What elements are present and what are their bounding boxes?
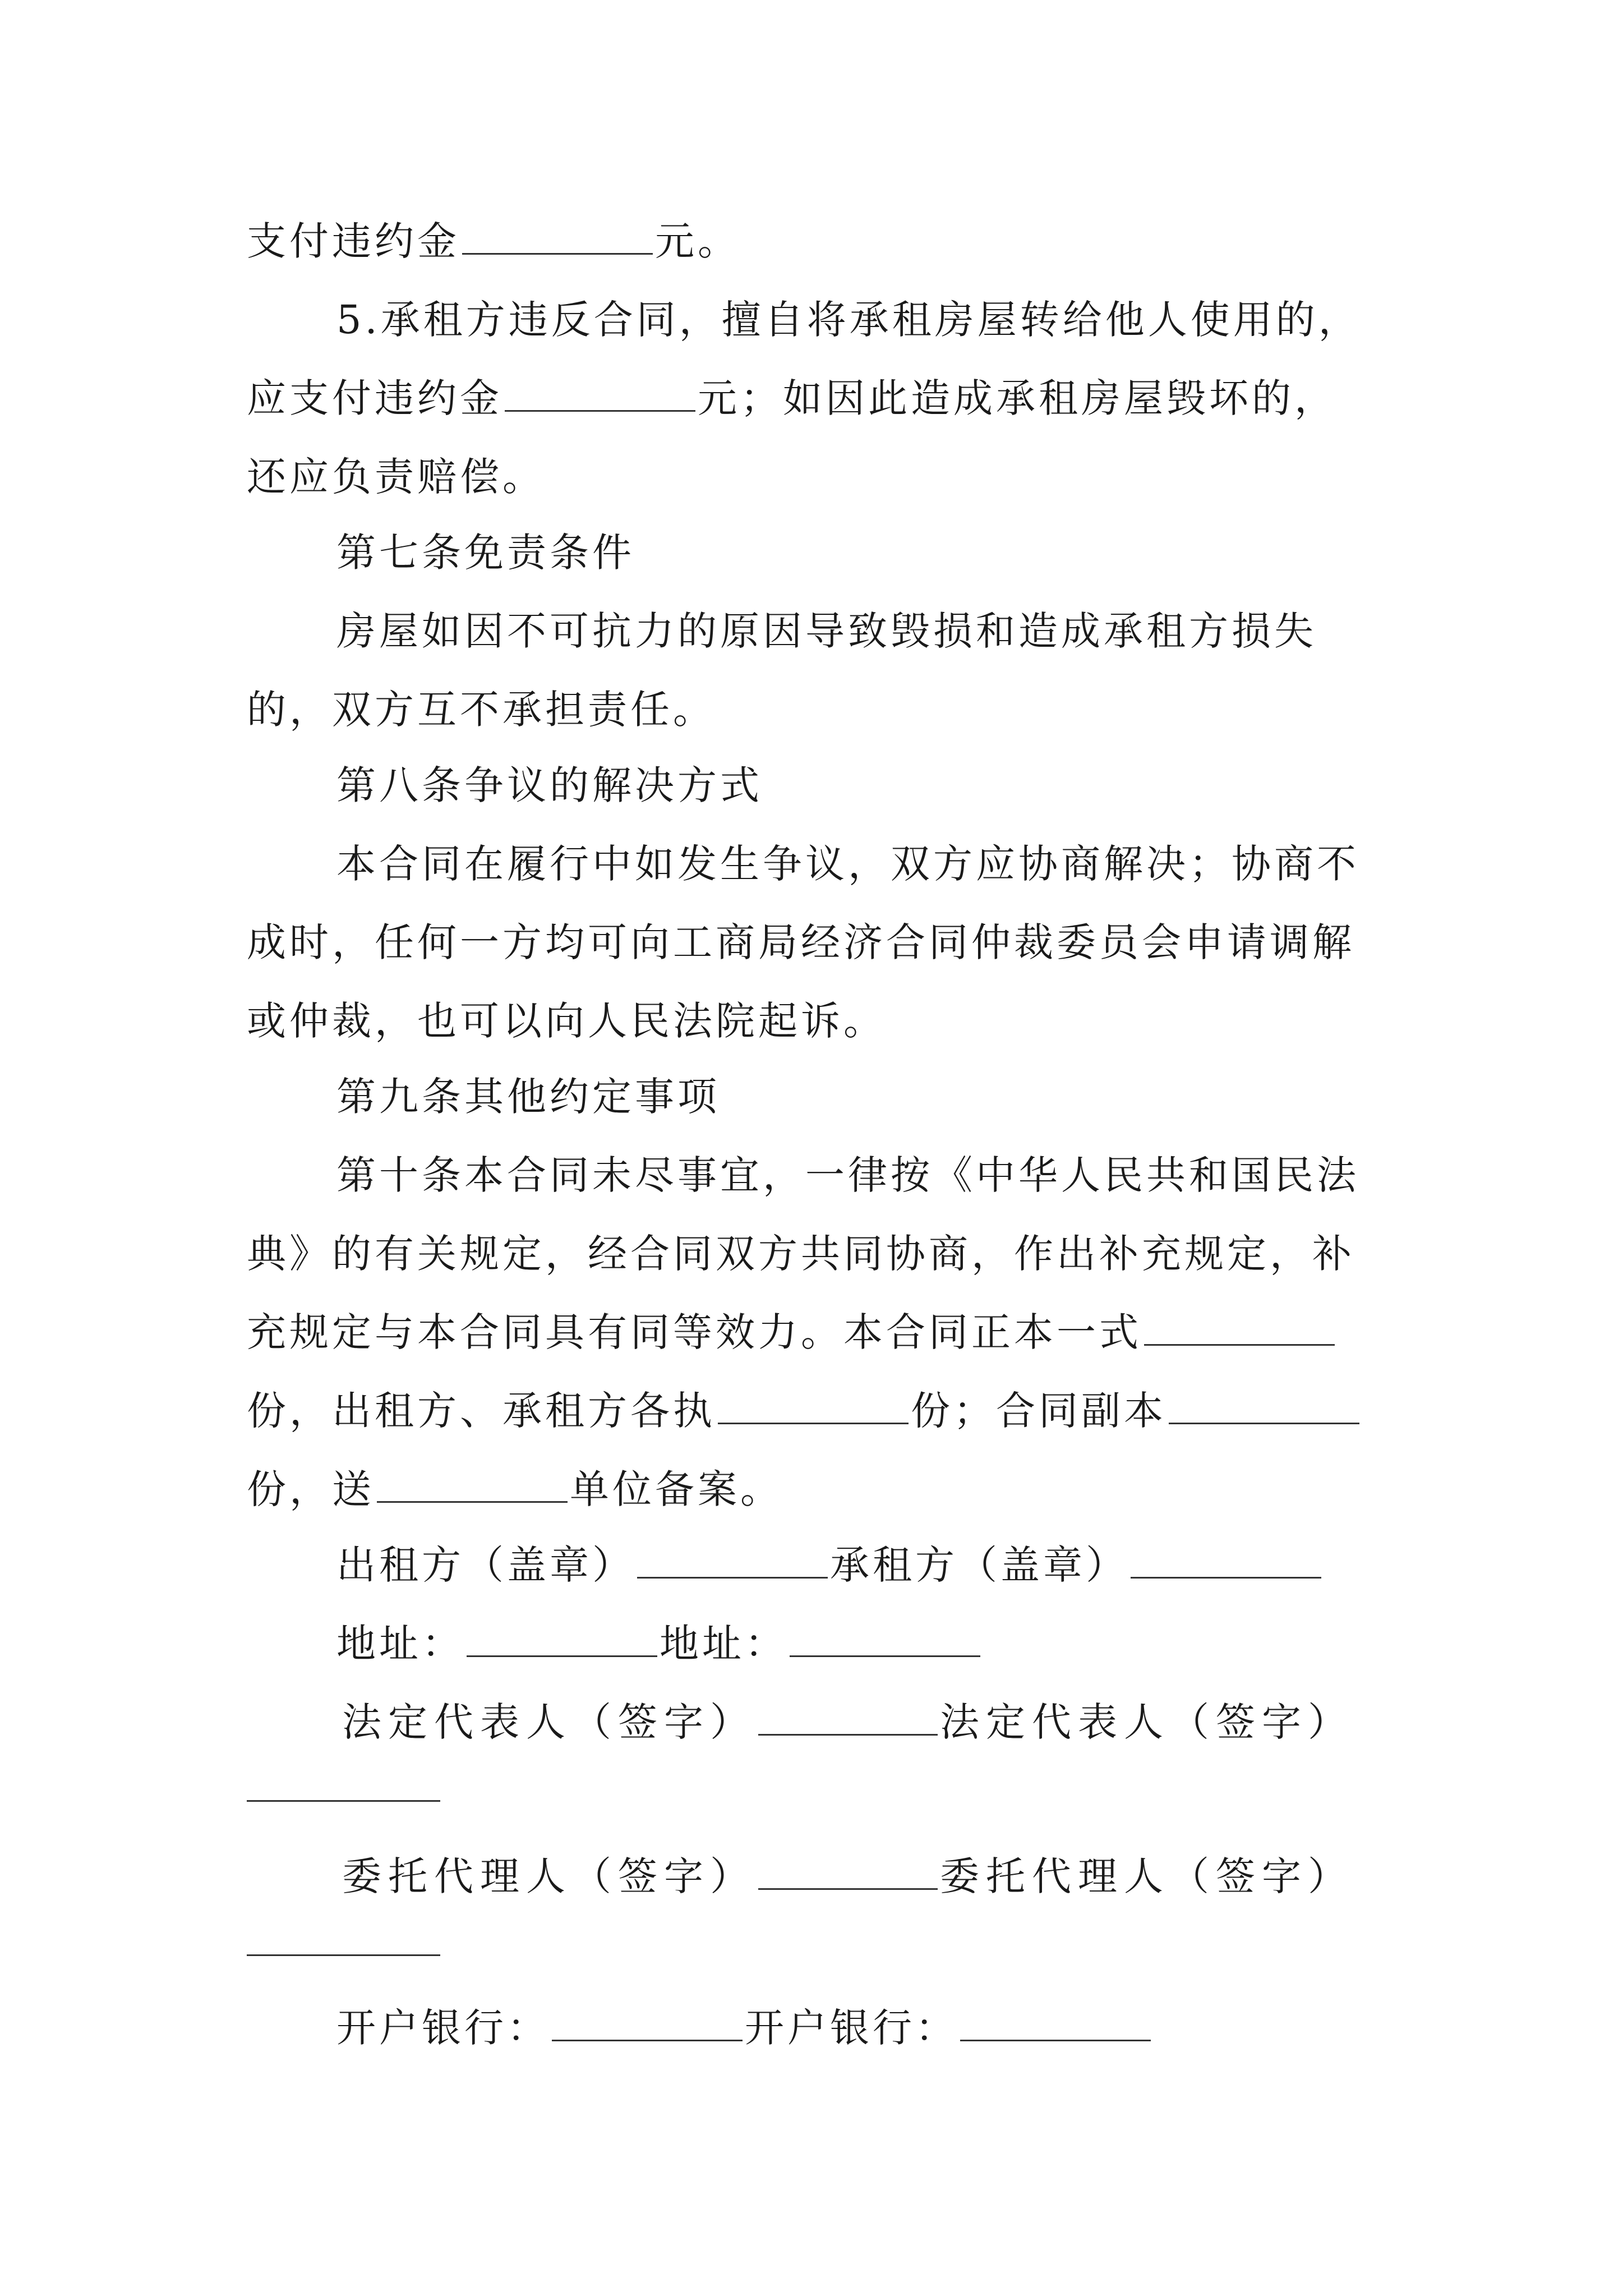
fill-in-blank[interactable] [377,1467,568,1503]
section-heading [336,527,635,578]
paragraph-line [336,295,1361,345]
paragraph-line [247,1464,783,1515]
text-run: 房屋如因不可抗力的原因导致毁损和造成承租方损失 [336,608,1317,654]
signature-line [336,2003,1153,2053]
signature-line [336,1540,1324,1590]
fill-in-blank[interactable] [247,1952,440,1956]
text-run: 或仲裁，也可以向人民法院起诉。 [247,998,886,1044]
fill-in-blank[interactable] [247,1798,440,1802]
paragraph-line [336,606,1317,656]
paragraph-line [336,839,1359,889]
text-run: 元。 [655,218,740,264]
text-run: 开户银行： [336,2005,550,2051]
paragraph-line [247,216,740,266]
fill-in-blank[interactable] [1131,1543,1321,1579]
text-run: 典》的有关规定，经合同双方共同协商，作出补充规定，补 [247,1231,1355,1277]
text-run: 地址： [660,1621,787,1667]
paragraph-line [247,452,545,502]
section-heading [336,760,763,811]
text-run: 第七条免责条件 [336,530,635,576]
text-run: 元；如因此造成承租房屋毁坏的， [698,375,1337,421]
text-run: 充规定与本合同具有同等效力。本合同正本一式 [247,1309,1142,1355]
text-run: 委托代理人（签字） [342,1853,756,1899]
text-run: 第八条争议的解决方式 [336,762,763,808]
fill-in-blank[interactable] [467,1622,657,1657]
fill-in-blank[interactable] [1169,1389,1359,1424]
text-run: 还应负责赔偿。 [247,454,545,500]
text-run: 份；合同副本 [911,1388,1166,1434]
signature-line [342,1697,1354,1747]
text-run: 开户银行： [745,2005,958,2051]
fill-in-blank[interactable] [505,376,695,412]
section-heading [336,1071,720,1122]
text-run: 支付违约金 [247,218,460,264]
text-run: 成时，任何一方均可向工商局经济合同仲裁委员会申请调解 [247,919,1355,965]
fill-in-blank[interactable] [1144,1310,1335,1346]
fill-in-blank[interactable] [462,219,653,255]
fill-in-blank[interactable] [790,1622,980,1657]
text-run: 的，双方互不承担责任。 [247,687,716,733]
paragraph-line [247,996,886,1046]
text-run: 法定代表人（签字） [940,1699,1354,1745]
text-run: 第十条本合同未尽事宜，一律按《中华人民共和国民法 [336,1152,1359,1198]
paragraph-line [247,373,1337,424]
fill-in-blank[interactable] [718,1389,909,1424]
text-run: 应支付违约金 [247,375,502,421]
paragraph-line [247,1228,1355,1279]
paragraph-line [247,1386,1362,1436]
signature-line [342,1851,1354,1902]
fill-in-blank[interactable] [960,2006,1151,2041]
text-run: 5.承租方违反合同，擅自将承租房屋转给他人使用的， [336,297,1361,343]
text-run: 份，送 [247,1466,375,1512]
fill-in-blank[interactable] [552,2006,743,2041]
text-run: 委托代理人（签字） [940,1853,1354,1899]
fill-in-blank[interactable] [637,1543,828,1579]
paragraph-line [247,917,1355,968]
text-run: 单位备案。 [570,1466,783,1512]
text-run: 地址： [336,1621,464,1667]
paragraph-line [247,1307,1337,1358]
text-run: 承租方（盖章） [830,1542,1128,1588]
paragraph-line [336,1150,1359,1200]
signature-line [336,1618,983,1669]
text-run: 出租方（盖章） [336,1542,635,1588]
text-run: 第九条其他约定事项 [336,1074,720,1120]
text-run: 份，出租方、承租方各执 [247,1388,716,1434]
text-run: 本合同在履行中如发生争议，双方应协商解决；协商不 [336,841,1359,887]
text-run: 法定代表人（签字） [342,1699,756,1745]
fill-in-blank[interactable] [758,1855,938,1890]
paragraph-line [247,684,716,735]
fill-in-blank[interactable] [758,1700,938,1736]
